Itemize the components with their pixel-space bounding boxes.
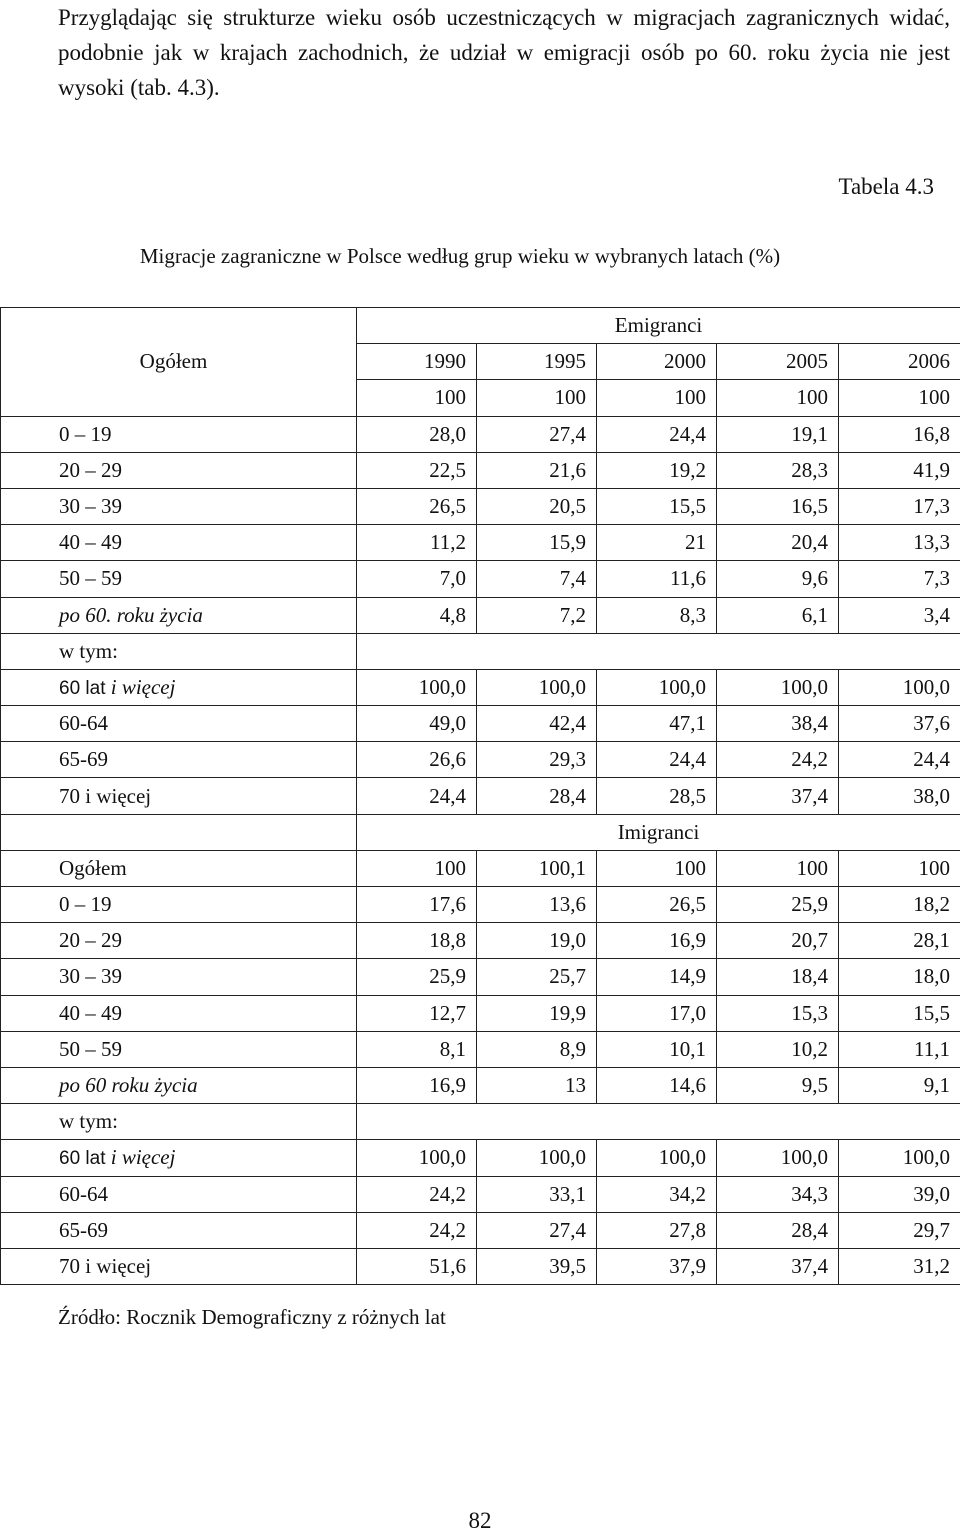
table-cell: 37,9 [597, 1248, 717, 1284]
table-cell: 9,5 [717, 1067, 839, 1103]
label-part-a: 60 lat [59, 677, 106, 699]
table-cell: 11,2 [357, 525, 477, 561]
table-number: Tabela 4.3 [838, 174, 934, 199]
empty-cell [1, 814, 357, 850]
table-row [1, 525, 960, 561]
table-cell: 16,9 [597, 923, 717, 959]
table-row [1, 959, 960, 995]
table-cell: 16,9 [357, 1067, 477, 1103]
table-cell: 42,4 [477, 706, 597, 742]
table-cell: 17,6 [357, 887, 477, 923]
label-part-a: 60 lat [59, 1148, 106, 1170]
table-cell: 100,0 [839, 669, 960, 705]
table-cell: 13 [477, 1067, 597, 1103]
table-cell: 100 [839, 380, 960, 416]
table-cell: 34,3 [717, 1176, 839, 1212]
table-row [1, 1212, 960, 1248]
table-cell: 18,0 [839, 959, 960, 995]
table-row [1, 597, 960, 633]
table-cell: 28,1 [839, 923, 960, 959]
table-cell: 10,2 [717, 1031, 839, 1067]
migration-table [0, 307, 960, 1285]
table-cell: 100 [597, 850, 717, 886]
year-header: 2006 [839, 344, 960, 380]
table-cell: 8,3 [597, 597, 717, 633]
row-label [1, 1140, 357, 1176]
w-tym-row [1, 633, 960, 669]
table-cell: 38,4 [717, 706, 839, 742]
table-cell: 19,9 [477, 995, 597, 1031]
table-cell: 18,2 [839, 887, 960, 923]
w-tym-label: w tym: [1, 633, 357, 669]
table-cell: 16,5 [717, 488, 839, 524]
row-label: 0 – 19 [1, 887, 357, 923]
page-number: 82 [468, 1508, 492, 1533]
table-cell: 13,3 [839, 525, 960, 561]
table-cell: 7,2 [477, 597, 597, 633]
table-cell: 100,0 [717, 669, 839, 705]
section-label: Emigranci [357, 308, 960, 344]
table-row [1, 995, 960, 1031]
table-cell: 10,1 [597, 1031, 717, 1067]
table-cell: 24,4 [839, 742, 960, 778]
table-cell: 25,9 [717, 887, 839, 923]
table-cell: 19,0 [477, 923, 597, 959]
sixty-plus-row [1, 669, 960, 705]
table-cell: 17,0 [597, 995, 717, 1031]
table-cell: 28,4 [477, 778, 597, 814]
section-label: Imigranci [357, 814, 960, 850]
table-cell: 28,4 [717, 1212, 839, 1248]
table-cell: 22,5 [357, 452, 477, 488]
emigranci-header-row [1, 308, 960, 344]
label-part-b: i więcej [105, 1145, 176, 1170]
row-label: 30 – 39 [1, 959, 357, 995]
table-cell: 100,0 [839, 1140, 960, 1176]
row-label [1, 669, 357, 705]
row-label: 60-64 [1, 706, 357, 742]
table-cell: 27,8 [597, 1212, 717, 1248]
table-cell: 16,8 [839, 416, 960, 452]
table-cell: 29,3 [477, 742, 597, 778]
table-cell: 33,1 [477, 1176, 597, 1212]
table-caption: Migracje zagraniczne w Polsce według grup wieku w wybranych latach (%) [139, 244, 781, 268]
table-cell: 7,4 [477, 561, 597, 597]
table-cell: 100,0 [717, 1140, 839, 1176]
table-cell: 37,4 [717, 778, 839, 814]
table-cell: 3,4 [839, 597, 960, 633]
total-row [1, 850, 960, 886]
table-cell: 37,6 [839, 706, 960, 742]
intro-paragraph: Przyglądając się strukturze wieku osób uczestniczących w migracjach zagranicznych widać, podobnie jak w krajach zachodnich, że udział w emigracji osób po 60. roku życia nie jest wysoki (tab. 4.3). [58, 5, 950, 100]
table-cell: 19,1 [717, 416, 839, 452]
w-tym-row [1, 1104, 960, 1140]
table-cell: 100,0 [477, 1140, 597, 1176]
table-cell: 20,7 [717, 923, 839, 959]
table-cell: 7,0 [357, 561, 477, 597]
table-cell: 41,9 [839, 452, 960, 488]
table-row [1, 742, 960, 778]
table-cell: 28,3 [717, 452, 839, 488]
year-header: 2005 [717, 344, 839, 380]
w-tym-label: w tym: [1, 1104, 357, 1140]
table-cell: 100,0 [357, 1140, 477, 1176]
table-cell: 34,2 [597, 1176, 717, 1212]
table-cell: 15,9 [477, 525, 597, 561]
table-cell: 26,5 [597, 887, 717, 923]
table-cell: 100,0 [597, 1140, 717, 1176]
table-row [1, 1176, 960, 1212]
table-row [1, 923, 960, 959]
table-cell: 8,9 [477, 1031, 597, 1067]
label-part-b: i więcej [105, 674, 176, 699]
row-label: 40 – 49 [1, 525, 357, 561]
row-label: 50 – 59 [1, 1031, 357, 1067]
table-cell: 47,1 [597, 706, 717, 742]
table-cell: 26,6 [357, 742, 477, 778]
table-cell: 6,1 [717, 597, 839, 633]
table-cell: 37,4 [717, 1248, 839, 1284]
table-row [1, 1031, 960, 1067]
table-cell: 100,0 [477, 669, 597, 705]
table-row [1, 561, 960, 597]
table-cell: 28,5 [597, 778, 717, 814]
table-cell: 31,2 [839, 1248, 960, 1284]
table-cell: 100 [357, 850, 477, 886]
row-label: 0 – 19 [1, 416, 357, 452]
table-cell: 39,0 [839, 1176, 960, 1212]
table-cell: 11,6 [597, 561, 717, 597]
table-cell: 24,2 [357, 1212, 477, 1248]
table-cell: 27,4 [477, 416, 597, 452]
table-cell: 100 [839, 850, 960, 886]
table-cell: 100 [357, 380, 477, 416]
table-cell: 38,0 [839, 778, 960, 814]
table-cell: 24,4 [597, 416, 717, 452]
table-row [1, 887, 960, 923]
table-cell: 14,9 [597, 959, 717, 995]
row-label: 50 – 59 [1, 561, 357, 597]
table-cell: 25,9 [357, 959, 477, 995]
row-label: 70 i więcej [1, 1248, 357, 1284]
table-cell: 100 [717, 850, 839, 886]
row-label: 30 – 39 [1, 488, 357, 524]
table-cell: 100 [477, 380, 597, 416]
imigranci-header-row [1, 814, 960, 850]
year-header: 1990 [357, 344, 477, 380]
row-label: 65-69 [1, 742, 357, 778]
table-cell: 100,1 [477, 850, 597, 886]
row-label: 60-64 [1, 1176, 357, 1212]
table-cell: 51,6 [357, 1248, 477, 1284]
table-cell: 49,0 [357, 706, 477, 742]
table-cell: 21 [597, 525, 717, 561]
table-cell: 15,3 [717, 995, 839, 1031]
empty-cell [357, 633, 960, 669]
table-cell: 19,2 [597, 452, 717, 488]
row-label: po 60 roku życia [1, 1067, 357, 1103]
table-cell: 18,4 [717, 959, 839, 995]
row-label: 70 i więcej [1, 778, 357, 814]
table-cell: 100,0 [357, 669, 477, 705]
table-cell: 28,0 [357, 416, 477, 452]
row-label: 65-69 [1, 1212, 357, 1248]
empty-cell [357, 1104, 960, 1140]
row-label: 20 – 29 [1, 452, 357, 488]
table-cell: 8,1 [357, 1031, 477, 1067]
table-cell: 100 [717, 380, 839, 416]
table-cell: 18,8 [357, 923, 477, 959]
table-cell: 13,6 [477, 887, 597, 923]
source-note: Źródło: Rocznik Demograficzny z różnych lat [58, 1305, 446, 1329]
table-cell: 27,4 [477, 1212, 597, 1248]
table-row [1, 1067, 960, 1103]
year-header: 1995 [477, 344, 597, 380]
table-row [1, 488, 960, 524]
table-cell: 14,6 [597, 1067, 717, 1103]
row-label: Ogółem [1, 850, 357, 886]
table-row [1, 416, 960, 452]
table-row [1, 706, 960, 742]
table-cell: 17,3 [839, 488, 960, 524]
table-cell: 24,4 [357, 778, 477, 814]
row-label: po 60. roku życia [1, 597, 357, 633]
table-cell: 24,4 [597, 742, 717, 778]
table-row [1, 1248, 960, 1284]
table-cell: 7,3 [839, 561, 960, 597]
year-header: 2000 [597, 344, 717, 380]
table-cell: 25,7 [477, 959, 597, 995]
table-cell: 29,7 [839, 1212, 960, 1248]
table-cell: 20,4 [717, 525, 839, 561]
sixty-plus-row [1, 1140, 960, 1176]
row-label: 20 – 29 [1, 923, 357, 959]
table-row [1, 452, 960, 488]
table-cell: 100 [597, 380, 717, 416]
table-cell: 9,1 [839, 1067, 960, 1103]
table-cell: 21,6 [477, 452, 597, 488]
table-cell: 4,8 [357, 597, 477, 633]
table-cell: 20,5 [477, 488, 597, 524]
table-cell: 9,6 [717, 561, 839, 597]
table-cell: 15,5 [597, 488, 717, 524]
total-label: Ogółem [1, 308, 357, 417]
table-row [1, 778, 960, 814]
table-cell: 26,5 [357, 488, 477, 524]
table-cell: 24,2 [357, 1176, 477, 1212]
row-label: 40 – 49 [1, 995, 357, 1031]
table-cell: 100,0 [597, 669, 717, 705]
table-cell: 12,7 [357, 995, 477, 1031]
table-cell: 15,5 [839, 995, 960, 1031]
table-cell: 24,2 [717, 742, 839, 778]
table-cell: 11,1 [839, 1031, 960, 1067]
table-cell: 39,5 [477, 1248, 597, 1284]
